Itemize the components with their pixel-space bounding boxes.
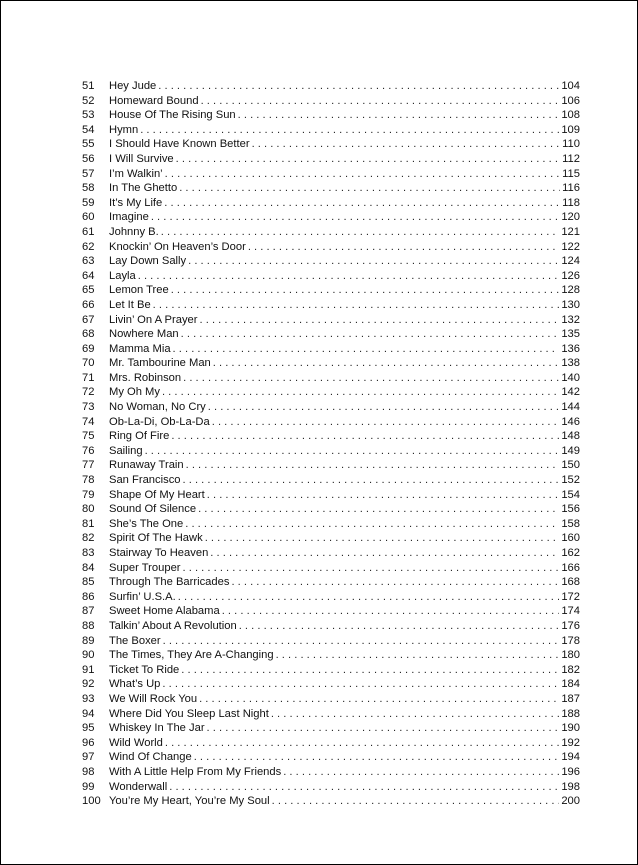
entry-title: Wild World xyxy=(109,736,163,749)
entry-title: Lemon Tree xyxy=(109,284,169,297)
dot-leader xyxy=(248,240,560,255)
toc-entry xyxy=(82,225,580,240)
entry-page-number: 115 xyxy=(562,167,580,180)
toc-entry xyxy=(82,400,580,415)
entry-number: 98 xyxy=(82,765,95,778)
entry-page-number: 146 xyxy=(561,415,580,428)
entry-page-number: 180 xyxy=(561,649,580,662)
entry-title: Mr. Tambourine Man xyxy=(109,357,211,370)
toc-entry xyxy=(82,254,580,269)
entry-title: Homeward Bound xyxy=(109,94,199,107)
entry-number: 75 xyxy=(82,430,95,443)
table-of-contents xyxy=(82,79,580,809)
dot-leader xyxy=(138,269,560,284)
toc-entry xyxy=(82,444,580,459)
dot-leader xyxy=(162,677,559,692)
toc-entry xyxy=(82,750,580,765)
toc-entry xyxy=(82,356,580,371)
entry-title: Ticket To Ride xyxy=(109,663,180,676)
entry-number: 64 xyxy=(82,269,95,282)
entry-number: 74 xyxy=(82,415,95,428)
entry-title: The Boxer xyxy=(109,634,161,647)
toc-entry xyxy=(82,502,580,517)
toc-entry xyxy=(82,794,580,809)
entry-page-number: 184 xyxy=(561,678,580,691)
dot-leader xyxy=(145,444,560,459)
entry-number: 68 xyxy=(82,328,95,341)
entry-page-number: 148 xyxy=(561,430,580,443)
entry-number: 59 xyxy=(82,196,95,209)
entry-number: 61 xyxy=(82,225,95,238)
entry-number: 65 xyxy=(82,284,95,297)
entry-number: 97 xyxy=(82,751,95,764)
dot-leader xyxy=(185,517,559,532)
entry-number: 62 xyxy=(82,240,95,253)
toc-entry xyxy=(82,429,580,444)
toc-entry xyxy=(82,561,580,576)
entry-title: Sound Of Silence xyxy=(109,503,197,516)
dot-leader xyxy=(183,561,560,576)
entry-page-number: 188 xyxy=(561,707,580,720)
entry-number: 86 xyxy=(82,590,95,603)
entry-title: Ring Of Fire xyxy=(109,430,170,443)
toc-entry xyxy=(82,736,580,751)
toc-entry xyxy=(82,240,580,255)
entry-page-number: 166 xyxy=(561,561,580,574)
entry-title: You’re My Heart, You’re My Soul xyxy=(109,795,270,808)
dot-leader xyxy=(164,196,560,211)
toc-entry xyxy=(82,108,580,123)
toc-entry xyxy=(82,707,580,722)
dot-leader xyxy=(208,400,560,415)
entry-title: House Of The Rising Sun xyxy=(109,109,236,122)
toc-entry xyxy=(82,473,580,488)
toc-entry xyxy=(82,517,580,532)
entry-title: No Woman, No Cry xyxy=(109,401,206,414)
entry-page-number: 178 xyxy=(561,634,580,647)
entry-page-number: 124 xyxy=(561,255,580,268)
entry-number: 76 xyxy=(82,444,95,457)
entry-page-number: 120 xyxy=(561,211,580,224)
dot-leader xyxy=(171,283,560,298)
entry-page-number: 104 xyxy=(561,80,580,92)
toc-entry xyxy=(82,546,580,561)
toc-entry xyxy=(82,458,580,473)
toc-entry xyxy=(82,123,580,138)
entry-page-number: 118 xyxy=(562,196,580,209)
dot-leader xyxy=(163,634,560,649)
dot-leader xyxy=(165,167,560,182)
entry-number: 60 xyxy=(82,211,95,224)
entry-page-number: 140 xyxy=(561,371,580,384)
entry-number: 66 xyxy=(82,298,95,311)
dot-leader xyxy=(207,488,560,503)
toc-entry xyxy=(82,415,580,430)
entry-page-number: 108 xyxy=(561,109,580,122)
entry-number: 92 xyxy=(82,678,95,691)
toc-entry xyxy=(82,327,580,342)
entry-page-number: 160 xyxy=(561,532,580,545)
dot-leader xyxy=(200,313,560,328)
entry-page-number: 130 xyxy=(561,298,580,311)
entry-page-number: 176 xyxy=(561,619,580,632)
entry-page-number: 156 xyxy=(561,503,580,516)
entry-title: I’m Walkin’ xyxy=(109,167,163,180)
toc-entry xyxy=(82,619,580,634)
entry-page-number: 126 xyxy=(561,269,580,282)
entry-page-number: 154 xyxy=(561,488,580,501)
dot-leader xyxy=(181,327,560,342)
dot-leader xyxy=(271,707,559,722)
entry-number: 84 xyxy=(82,561,95,574)
toc-entry xyxy=(82,575,580,590)
entry-page-number: 110 xyxy=(562,138,580,151)
entry-number: 71 xyxy=(82,371,95,384)
dot-leader xyxy=(276,648,560,663)
entry-page-number: 162 xyxy=(561,547,580,559)
dot-leader xyxy=(272,794,560,809)
dot-leader xyxy=(194,750,560,765)
entry-title: Mamma Mia xyxy=(109,342,171,355)
entry-title: Ob-La-Di, Ob-La-Da xyxy=(109,415,210,428)
entry-number: 78 xyxy=(82,474,95,487)
toc-entry xyxy=(82,181,580,196)
toc-entry xyxy=(82,634,580,649)
entry-title: Super Trouper xyxy=(109,561,181,574)
entry-number: 53 xyxy=(82,109,95,122)
entry-title: Mrs. Robinson xyxy=(109,371,182,384)
entry-title: Where Did You Sleep Last Night xyxy=(109,707,269,720)
entry-number: 88 xyxy=(82,619,95,632)
entry-title: Sweet Home Alabama xyxy=(109,605,220,618)
toc-entry xyxy=(82,663,580,678)
entry-title: My Oh My xyxy=(109,386,160,399)
entry-title: Johnny B. xyxy=(109,225,159,238)
dot-leader xyxy=(153,298,560,313)
entry-title: Whiskey In The Jar xyxy=(109,722,205,735)
dot-leader xyxy=(238,108,560,123)
entry-number: 54 xyxy=(82,123,95,136)
entry-page-number: 116 xyxy=(562,182,580,195)
dot-leader xyxy=(252,137,561,152)
entry-page-number: 152 xyxy=(561,474,580,487)
entry-number: 57 xyxy=(82,167,95,180)
dot-leader xyxy=(212,415,560,430)
entry-number: 99 xyxy=(82,780,95,793)
entry-number: 83 xyxy=(82,547,95,559)
toc-entry xyxy=(82,313,580,328)
toc-entry xyxy=(82,342,580,357)
entry-page-number: 132 xyxy=(561,313,580,326)
toc-entry xyxy=(82,79,580,94)
entry-number: 55 xyxy=(82,138,95,151)
entry-title: Talkin’ About A Revolution xyxy=(109,619,237,632)
entry-number: 73 xyxy=(82,401,95,414)
entry-page-number: 135 xyxy=(561,328,580,341)
dot-leader xyxy=(165,736,559,751)
toc-entry xyxy=(82,210,580,225)
dot-leader xyxy=(162,385,559,400)
entry-title: Through The Barricades xyxy=(109,576,230,589)
entry-number: 79 xyxy=(82,488,95,501)
entry-title: Surfin’ U.S.A. xyxy=(109,590,176,603)
entry-title: With A Little Help From My Friends xyxy=(109,765,282,778)
entry-title: The Times, They Are A-Changing xyxy=(109,649,274,662)
dot-leader xyxy=(283,765,559,780)
entry-page-number: 194 xyxy=(561,751,580,764)
entry-title: Spirit Of The Hawk xyxy=(109,532,203,545)
entry-page-number: 190 xyxy=(561,722,580,735)
entry-number: 56 xyxy=(82,152,95,165)
entry-number: 85 xyxy=(82,576,95,589)
toc-entry xyxy=(82,283,580,298)
entry-number: 89 xyxy=(82,634,95,647)
entry-number: 69 xyxy=(82,342,95,355)
entry-page-number: 198 xyxy=(561,780,580,793)
toc-entry xyxy=(82,488,580,503)
dot-leader xyxy=(158,79,559,94)
dot-leader xyxy=(188,254,559,269)
dot-leader xyxy=(198,502,559,517)
toc-entry xyxy=(82,152,580,167)
entry-page-number: 187 xyxy=(561,692,580,705)
toc-entry xyxy=(82,94,580,109)
dot-leader xyxy=(181,663,559,678)
entry-number: 80 xyxy=(82,503,95,516)
entry-number: 51 xyxy=(82,80,95,92)
toc-entry xyxy=(82,604,580,619)
dot-leader xyxy=(199,692,559,707)
toc-entry xyxy=(82,692,580,707)
toc-entry xyxy=(82,269,580,284)
entry-title: I Will Survive xyxy=(109,152,174,165)
entry-title: In The Ghetto xyxy=(109,182,178,195)
dot-leader xyxy=(179,181,560,196)
entry-title: Let It Be xyxy=(109,298,151,311)
entry-title: What’s Up xyxy=(109,678,161,691)
dot-leader xyxy=(151,210,560,225)
entry-title: Runaway Train xyxy=(109,459,184,472)
entry-page-number: 128 xyxy=(561,284,580,297)
entry-page-number: 158 xyxy=(561,517,580,530)
entry-page-number: 136 xyxy=(561,342,580,355)
entry-number: 67 xyxy=(82,313,95,326)
toc-entry xyxy=(82,648,580,663)
entry-title: Stairway To Heaven xyxy=(109,547,209,559)
entry-number: 58 xyxy=(82,182,95,195)
entry-page-number: 106 xyxy=(561,94,580,107)
entry-page-number: 149 xyxy=(561,444,580,457)
toc-entry xyxy=(82,137,580,152)
toc-entry xyxy=(82,385,580,400)
entry-title: San Francisco xyxy=(109,474,181,487)
toc-entry xyxy=(82,298,580,313)
dot-leader xyxy=(201,94,560,109)
dot-leader xyxy=(183,371,559,386)
entry-page-number: 122 xyxy=(561,240,580,253)
dot-leader xyxy=(231,575,559,590)
toc-entry xyxy=(82,167,580,182)
dot-leader xyxy=(186,458,560,473)
toc-entry xyxy=(82,590,580,605)
entry-title: Knockin’ On Heaven’s Door xyxy=(109,240,246,253)
entry-title: Hey Jude xyxy=(109,80,157,92)
entry-title: Sailing xyxy=(109,444,143,457)
dot-leader xyxy=(183,473,560,488)
entry-page-number: 121 xyxy=(561,225,580,238)
entry-page-number: 192 xyxy=(561,736,580,749)
entry-page-number: 174 xyxy=(561,605,580,618)
entry-page-number: 200 xyxy=(561,795,580,808)
dot-leader xyxy=(207,721,560,736)
entry-number: 70 xyxy=(82,357,95,370)
dot-leader xyxy=(222,604,560,619)
dot-leader xyxy=(173,342,560,357)
dot-leader xyxy=(178,590,560,605)
toc-entry xyxy=(82,196,580,211)
entry-title: Imagine xyxy=(109,211,149,224)
entry-number: 90 xyxy=(82,649,95,662)
entry-page-number: 168 xyxy=(561,576,580,589)
dot-leader xyxy=(161,225,560,240)
dot-leader xyxy=(169,780,559,795)
entry-number: 95 xyxy=(82,722,95,735)
entry-number: 93 xyxy=(82,692,95,705)
entry-page-number: 196 xyxy=(561,765,580,778)
entry-title: I Should Have Known Better xyxy=(109,138,250,151)
entry-title: Lay Down Sally xyxy=(109,255,187,268)
entry-page-number: 112 xyxy=(562,152,580,165)
entry-number: 52 xyxy=(82,94,95,107)
toc-entry xyxy=(82,765,580,780)
toc-entry xyxy=(82,371,580,386)
entry-page-number: 172 xyxy=(561,590,580,603)
entry-page-number: 109 xyxy=(561,123,580,136)
entry-title: We Will Rock You xyxy=(109,692,198,705)
entry-page-number: 150 xyxy=(561,459,580,472)
entry-title: It’s My Life xyxy=(109,196,163,209)
dot-leader xyxy=(140,123,559,138)
entry-number: 82 xyxy=(82,532,95,545)
entry-title: Shape Of My Heart xyxy=(109,488,205,501)
entry-title: Wind Of Change xyxy=(109,751,192,764)
entry-number: 77 xyxy=(82,459,95,472)
entry-number: 96 xyxy=(82,736,95,749)
entry-page-number: 182 xyxy=(561,663,580,676)
entry-title: Wonderwall xyxy=(109,780,168,793)
entry-title: Nowhere Man xyxy=(109,328,179,341)
entry-title: Layla xyxy=(109,269,136,282)
dot-leader xyxy=(205,531,560,546)
toc-entry xyxy=(82,780,580,795)
toc-entry xyxy=(82,677,580,692)
entry-number: 87 xyxy=(82,605,95,618)
toc-entry xyxy=(82,721,580,736)
dot-leader xyxy=(213,356,560,371)
entry-number: 94 xyxy=(82,707,95,720)
entry-title: Livin’ On A Prayer xyxy=(109,313,198,326)
entry-number: 100 xyxy=(82,795,101,808)
toc-entry xyxy=(82,531,580,546)
entry-page-number: 138 xyxy=(561,357,580,370)
dot-leader xyxy=(176,152,561,167)
entry-title: She’s The One xyxy=(109,517,184,530)
dot-leader xyxy=(210,546,559,561)
entry-number: 81 xyxy=(82,517,95,530)
dot-leader xyxy=(171,429,559,444)
entry-page-number: 142 xyxy=(561,386,580,399)
entry-title: Hymn xyxy=(109,123,139,136)
entry-number: 63 xyxy=(82,255,95,268)
entry-number: 91 xyxy=(82,663,95,676)
dot-leader xyxy=(239,619,560,634)
entry-page-number: 144 xyxy=(561,401,580,414)
entry-number: 72 xyxy=(82,386,95,399)
